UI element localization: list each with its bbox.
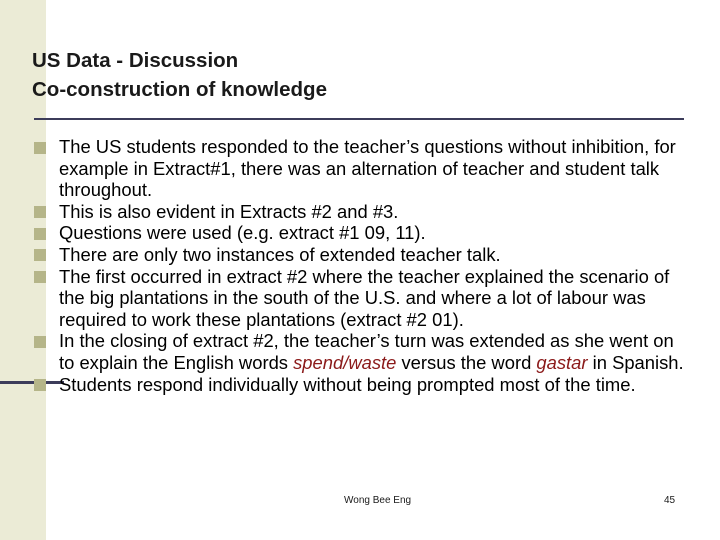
bullet-text: Questions were used (e.g. extract #1 09, 11). xyxy=(59,222,426,244)
bullet-text-after: in Spanish. xyxy=(587,351,684,373)
bullet-text-before: In the closing of extract #2, the teacher’s turn was extended as she went on to explain the English words xyxy=(59,330,674,373)
bullet-text-middle: versus the word xyxy=(396,351,537,373)
square-bullet-icon xyxy=(34,271,46,283)
term-gastar: gastar xyxy=(536,351,588,373)
footer-author: Wong Bee Eng xyxy=(344,495,412,506)
bullet-item xyxy=(34,330,684,373)
title-line-2: Co-construction of knowledge xyxy=(32,78,327,101)
term-spend-waste: spend/waste xyxy=(293,351,397,373)
bullet-item xyxy=(34,201,684,223)
bullet-text: Students respond individually without being prompted most of the time. xyxy=(59,373,636,395)
page-number: 45 xyxy=(664,495,676,506)
bullet-list xyxy=(34,136,684,395)
bullet-item xyxy=(34,374,684,396)
square-bullet-icon xyxy=(34,379,46,391)
square-bullet-icon xyxy=(34,142,46,154)
square-bullet-icon xyxy=(34,206,46,218)
bullet-item xyxy=(34,136,684,201)
square-bullet-icon xyxy=(34,249,46,261)
bullet-item xyxy=(34,244,684,266)
bullet-item xyxy=(34,266,684,331)
bullet-item xyxy=(34,222,684,244)
bullet-text: There are only two instances of extended teacher talk. xyxy=(59,243,501,265)
title-divider xyxy=(34,118,684,120)
bullet-text: This is also evident in Extracts #2 and #3. xyxy=(59,200,399,222)
bullet-text: The first occurred in extract #2 where the teacher explained the scenario of the big plantations in the south of the U.S. and where a lot of labour was required to work these plantations (extract #2 01). xyxy=(59,265,670,330)
square-bullet-icon xyxy=(34,336,46,348)
square-bullet-icon xyxy=(34,228,46,240)
bullet-text: The US students responded to the teacher’s questions without inhibition, for example in Extract#1, there was an alternation of teacher and student talk throughout. xyxy=(59,136,676,201)
title-line-1: US Data - Discussion xyxy=(32,49,239,72)
slide-title xyxy=(32,46,692,104)
